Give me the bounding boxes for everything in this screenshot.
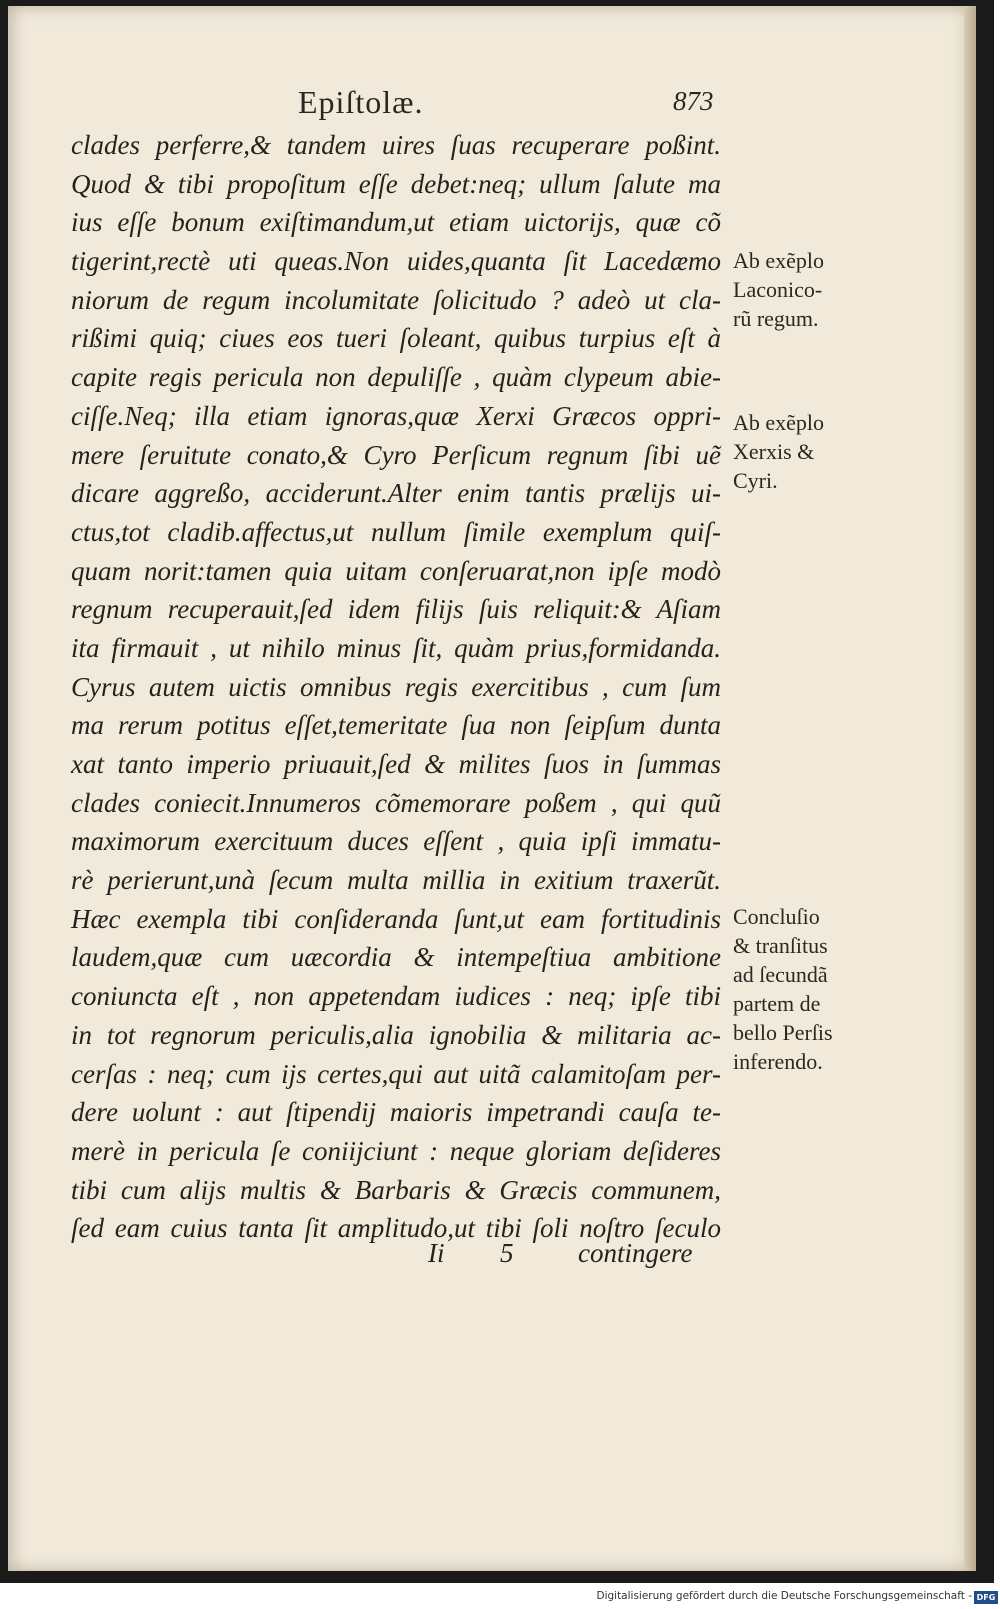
text-line: quam norit:tamen quia uitam conſeruarat,non ipſe modò <box>71 555 721 586</box>
text-line: dicare aggreßo, acciderunt.Alter enim tantis prælijs ui- <box>71 478 721 509</box>
margin-note-line: Concluſio <box>733 904 820 929</box>
text-line: in tot regnorum periculis,alia ignobilia & militaria ac- <box>71 1019 721 1050</box>
text-line: rißimi quiq; ciues eos tueri ſoleant, quibus turpius eſt à <box>71 323 721 354</box>
body-text <box>71 126 721 1248</box>
margin-note-line: inferendo. <box>733 1049 823 1074</box>
text-line: ciſſe.Neq; illa etiam ignoras,quæ Xerxi Græcos oppri- <box>71 400 721 431</box>
margin-note-line: Ab exẽplo <box>733 248 825 273</box>
signature-mark: Ii <box>428 1238 445 1268</box>
text-line: Quod & tibi propoſitum eſſe debet:neq; ullum ſalute ma <box>71 168 721 199</box>
margin-note-laconian <box>733 246 883 333</box>
book-page <box>8 6 976 1571</box>
text-line: niorum de regum incolumitate ſolicitudo ? adeò ut cla- <box>71 284 721 315</box>
text-line: ma rerum potitus eſſet,temeritate ſua non ſeipſum dunta <box>71 710 721 741</box>
text-line: Hæc exempla tibi conſideranda ſunt,ut eam fortitudinis <box>71 903 721 934</box>
margin-note-line: ad ſecundã <box>733 962 828 987</box>
margin-note-conclusion <box>733 902 883 1076</box>
text-line: ctus,tot cladib.affectus,ut nullum ſimile exemplum quiſ- <box>71 516 721 547</box>
page-number: 873 <box>673 86 714 116</box>
signature-number: 5 <box>500 1238 514 1268</box>
text-line: xat tanto imperio priuauit,ſed & milites ſuos in ſummas <box>71 749 721 779</box>
footer <box>0 1588 1000 1609</box>
margin-note-line: & tranſitus <box>733 933 828 958</box>
margin-note-line: bello Perſis <box>733 1020 833 1045</box>
text-line: maximorum exercituum duces eſſent , quia ipſi immatu- <box>71 826 721 857</box>
catchword: contingere <box>578 1238 693 1268</box>
text-line: coniuncta eſt , non appetendam iudices : neq; ipſe tibi <box>71 981 721 1012</box>
text-line: tigerint,rectè uti queas.Non uides,quanta ſit Lacedæmo <box>71 246 721 277</box>
margin-note-xerxes <box>733 408 883 495</box>
text-line: Cyrus autem uictis omnibus regis exercitibus , cum ſum <box>71 671 721 702</box>
margin-note-line: Cyri. <box>733 468 778 493</box>
text-line: capite regis pericula non depuliſſe , quàm clypeum abie- <box>71 362 721 393</box>
text-line: dere uolunt : aut ſtipendij maioris impetrandi cauſa te- <box>71 1097 721 1128</box>
page-edge <box>964 6 976 1571</box>
text-line: tibi cum alijs multis & Barbaris & Græcis communem, <box>71 1174 721 1205</box>
dfg-logo: DFG <box>974 1591 998 1604</box>
text-line: ius eſſe bonum exiſtimandum,ut etiam uictorijs, quæ cõ <box>71 207 721 238</box>
margin-note-line: Ab exẽplo <box>733 410 825 435</box>
text-line: clades perferre,& tandem uires ſuas recuperare poßint. <box>71 130 721 160</box>
text-line: laudem,quæ cum uæcordia & intempeſtiua ambitione <box>71 942 721 973</box>
text-line: clades coniecit.Innumeros cõmemorare poßem , qui quũ <box>71 787 721 818</box>
margin-note-line: rũ regum. <box>733 306 819 331</box>
text-line: ſed eam cuius tanta ſit amplitudo,ut tibi ſoli noſtro ſeculo <box>71 1213 721 1244</box>
margin-note-line: Laconico- <box>733 277 823 302</box>
text-line: cerſas : neq; cum ijs certes,qui aut uitã calamitoſam per- <box>71 1058 721 1089</box>
funding-credit: Digitalisierung gefördert durch die Deutsche Forschungsgemeinschaft - <box>596 1590 972 1602</box>
text-line: regnum recuperauit,ſed idem filijs ſuis reliquit:& Aſiam <box>71 594 721 625</box>
margin-note-line: Xerxis & <box>733 439 815 464</box>
text-line: merè in pericula ſe coniijciunt : neque gloriam deſideres <box>71 1135 721 1166</box>
margin-note-line: partem de <box>733 991 821 1016</box>
text-line: mere ſeruitute conato,& Cyro Perſicum regnum ſibi uẽ <box>71 439 721 470</box>
running-head: Epiſtolæ. <box>298 84 424 120</box>
text-line: rè perierunt,unà ſecum multa millia in exitium traxerũt. <box>71 865 721 896</box>
text-line: ita firmauit , ut nihilo minus ſit, quàm prius,formidanda. <box>71 632 721 663</box>
